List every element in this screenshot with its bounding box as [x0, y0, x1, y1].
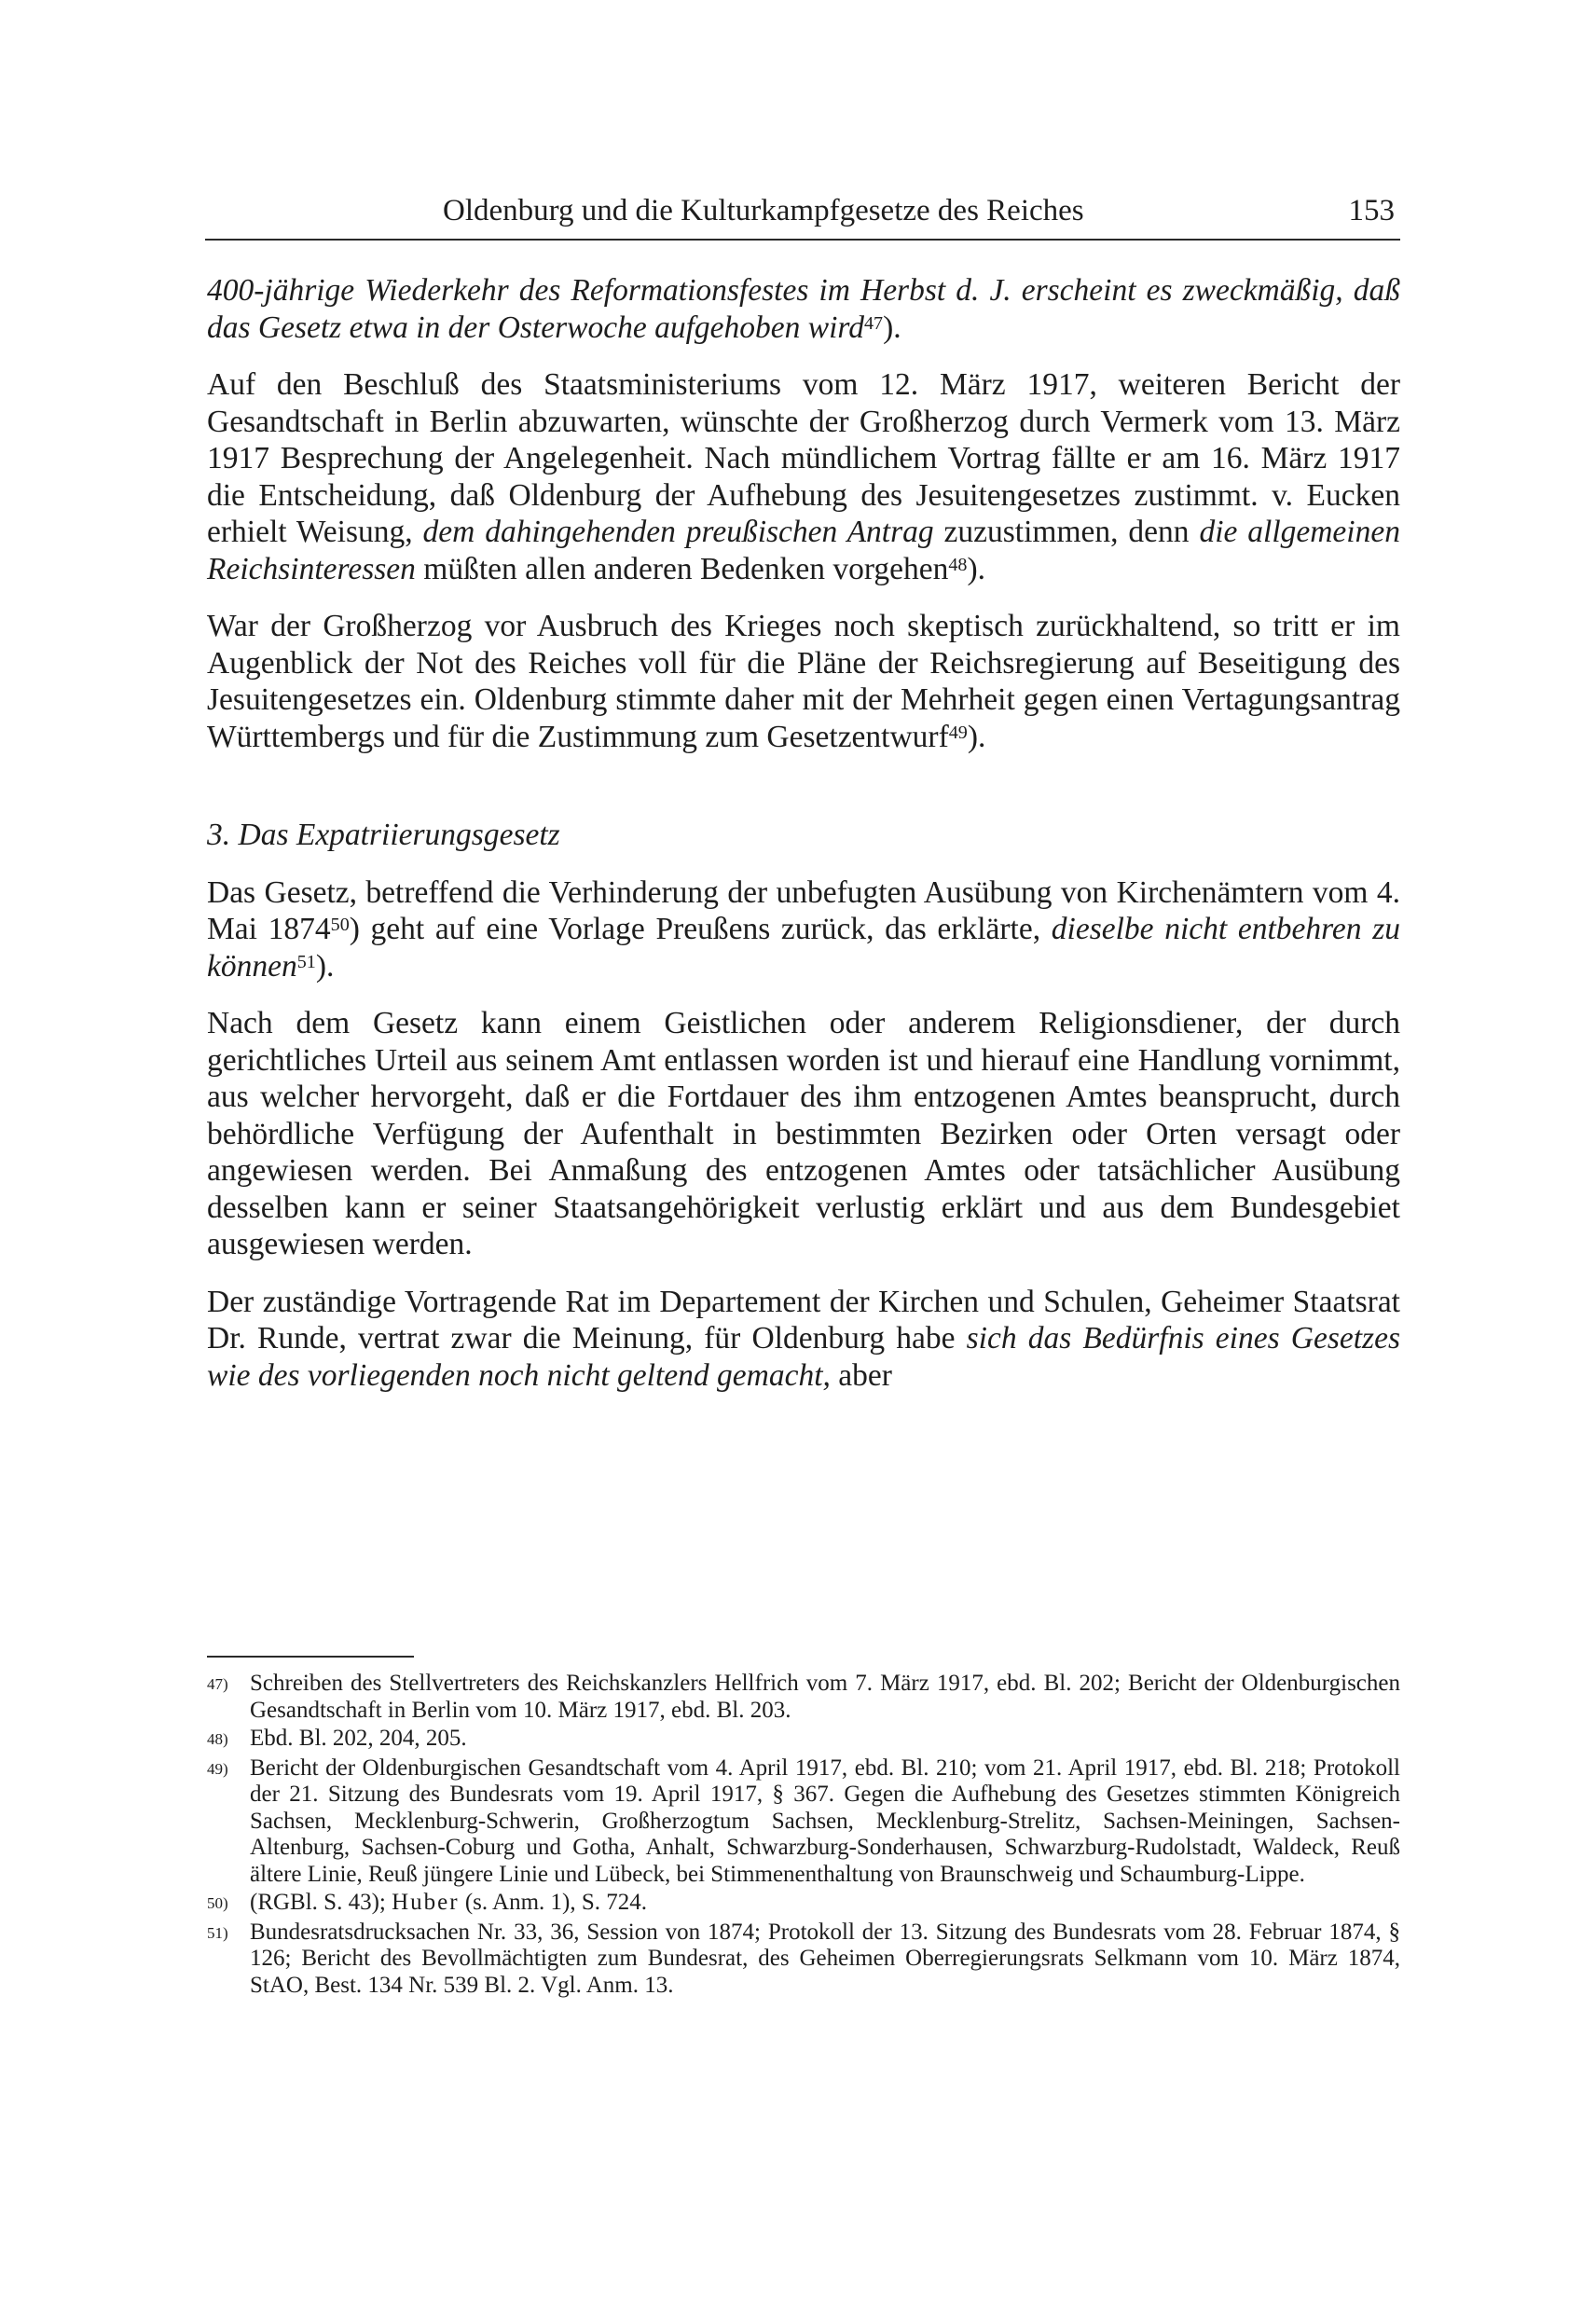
footnotes — [207, 1671, 1400, 2001]
running-header — [205, 186, 1400, 241]
footnote-48 — [207, 1726, 1400, 1754]
text-run: Nach dem Gesetz kann einem Geistlichen oder anderem Religionsdiener, der durch gerichtliches Urteil aus seinem Amt entlassen worden ist und hierauf eine Handlung vornimmt, aus welcher hervorgeht, daß er die Fortdauer des ihm entzogenen Amtes beansprucht, durch behördliche Verfügung der Aufenthalt in bestimmten Bezirken oder Orten versagt oder angewiesen werden. Bei Anmaßung des entzogenen Amtes oder tatsächlicher Ausübung desselben kann er seiner Staatsangehörigkeit verlustig erklärt und aus dem Bundesgebiet ausgewiesen werden. — [207, 1006, 1400, 1261]
italic-quote: sich das Bedürfnis eines Gesetzes wie des vorliegenden noch nicht geltend gemacht, — [207, 1321, 1400, 1393]
footnote-text: Ebd. Bl. 202, 204, 205. — [250, 1726, 467, 1751]
text-run: War der Großherzog vor Ausbruch des Krieges noch skeptisch zurückhaltend, so tritt er im Augenblick der Not des Reiches voll für die Pläne der Reichsregierung auf Beseitigung des Jesuitengesetzes ein. Oldenburg stimmte daher mit der Mehrheit gegen einen Vertagungsantrag Württembergs und für die Zustimmung zum Gesetzentwurf — [207, 609, 1400, 754]
footnote-ref-50[interactable]: 50 — [330, 914, 350, 935]
footnote-number: 51) — [207, 1923, 228, 1942]
footnote-50 — [207, 1890, 1400, 1918]
paragraph-4 — [207, 874, 1400, 985]
text-run: ). — [315, 948, 335, 984]
paragraph-2 — [207, 366, 1400, 587]
footnote-text — [250, 1890, 1400, 1918]
footnote-text: Bundesratsdrucksachen Nr. 33, 36, Session von 1874; Protokoll der 13. Sitzung des Bundesrats vom 28. Februar 1874, § 126; Bericht des Bevollmächtigten zum Bundesrat, des Geheimen Oberregierungsrats Selkmann vom 10. März 1874, StAO, Best. 134 Nr. 539 Bl. 2. Vgl. Anm. 13. — [250, 1919, 1400, 1998]
text-run: Auf den Beschluß des Staatsministeriums vom 12. März 1917, weiteren Bericht der Gesandtschaft in Berlin abzuwarten, wünschte der Großherzog durch Vermerk vom 13. März 1917 Besprechung der Angelegenheit. Nach mündlichem Vortrag fällte er am 16. März 1917 die Entscheidung, daß Oldenburg der Aufhebung des Jesuitengesetzes zustimmt. v. Eucken erhielt Weisung, — [207, 367, 1400, 549]
text-run: ). — [967, 551, 985, 586]
footnote-51 — [207, 1920, 1400, 2000]
text-run: aber — [830, 1357, 892, 1393]
text-run: ). — [967, 719, 986, 754]
page-number: 153 — [1348, 194, 1395, 227]
footnote-number: 48) — [207, 1730, 228, 1748]
paragraph-5 — [207, 1005, 1400, 1263]
paragraph-6 — [207, 1284, 1400, 1395]
italic-quote: dieselbe nicht entbehren zu können — [207, 912, 1401, 984]
paragraph-1 — [207, 272, 1400, 346]
text-run: Das Gesetz, betreffend die Verhinderung der unbefugten Ausübung von Kirchenämtern vom 4. Mai 1874 — [207, 874, 1400, 946]
footnote-ref-51[interactable]: 51 — [296, 951, 316, 972]
footnote-text: Schreiben des Stellvertreters des Reichskanzlers Hellfrich vom 7. März 1917, ebd. Bl. 202; Bericht der Oldenburgischen Gesandtschaft in Berlin vom 10. März 1917, ebd. Bl. 203. — [250, 1671, 1400, 1723]
footnote-number: 47) — [207, 1675, 228, 1693]
footnote-ref-47[interactable]: 47 — [863, 312, 884, 334]
author-name: Huber — [392, 1890, 460, 1915]
text-run: müßten allen anderen Bedenken vorgehen — [415, 551, 949, 586]
section-heading: 3. Das Expatriierungsgesetz — [207, 818, 560, 852]
footnote-ref-48[interactable]: 48 — [948, 554, 968, 575]
paragraph-3 — [207, 608, 1400, 755]
footnote-47 — [207, 1671, 1400, 1724]
text-run: ) geht auf eine Vorlage Preußens zurück, das erklärte, — [349, 912, 1052, 946]
text-run: ). — [883, 310, 901, 345]
text-run: (RGBl. S. 43); — [250, 1890, 392, 1915]
italic-quote: 400-jährige Wiederkehr des Reformationsfestes im Herbst d. J. erscheint es zweckmäßig, daß das Gesetz etwa in der Osterwoche aufgehoben wird — [207, 273, 1400, 345]
footnote-number: 49) — [207, 1759, 228, 1778]
text-run: Der zuständige Vortragende Rat im Departement der Kirchen und Schulen, Geheimer Staatsrat Dr. Runde, vertrat zwar die Meinung, für Oldenburg habe — [207, 1284, 1400, 1356]
text-run: (s. Anm. 1), S. 724. — [459, 1890, 647, 1915]
footnote-text: Bericht der Oldenburgischen Gesandtschaft vom 4. April 1917, ebd. Bl. 210; vom 21. April 1917, ebd. Bl. 218; Protokoll der 21. Sitzung des Bundesrats vom 19. April 1917, § 367. Gegen die Aufhebung des Gesetzes stimmten Königreich Sachsen, Mecklenburg-Schwerin, Großherzogtum Sachsen, Mecklenburg-Strelitz, Sachsen-Meiningen, Sachsen-Altenburg, Sachsen-Coburg und Gotha, Anhalt, Schwarzburg-Sonderhausen, Schwarzburg-Rudolstadt, Waldeck, Reuß ältere Linie, Reuß jüngere Linie und Lübeck, bei Stimmenenthaltung von Braunschweig und Schaumburg-Lippe. — [250, 1755, 1400, 1887]
italic-quote: dem dahingehenden preußischen Antrag — [422, 515, 934, 549]
running-title: Oldenburg und die Kulturkampfgesetze des Reiches — [443, 194, 1084, 227]
main-text — [207, 272, 1400, 1414]
footnote-divider — [207, 1656, 414, 1658]
footnote-49 — [207, 1755, 1400, 1889]
footnote-number: 50) — [207, 1894, 228, 1912]
footnote-ref-49[interactable]: 49 — [948, 722, 968, 743]
text-run: zuzustimmen, denn — [933, 515, 1200, 549]
italic-quote: die allgemeinen Reichsinteressen — [207, 515, 1400, 586]
